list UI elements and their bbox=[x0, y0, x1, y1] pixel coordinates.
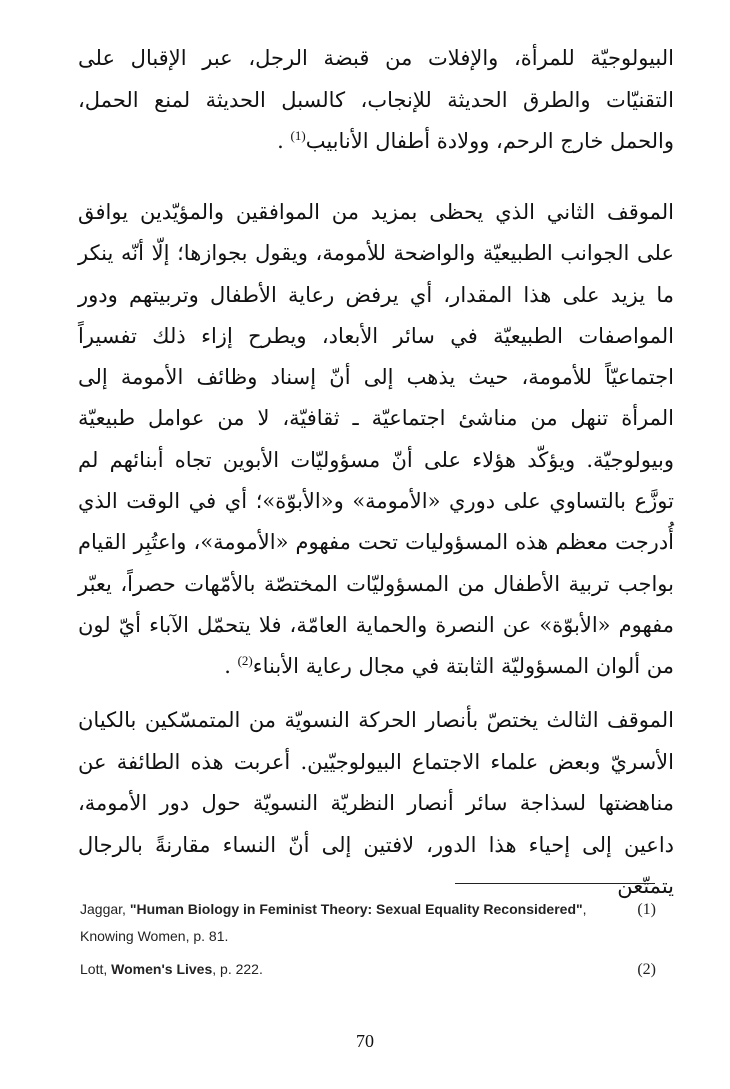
footnote-number: (1) bbox=[637, 901, 656, 918]
footnote-title: "Human Biology in Feminist Theory: Sexual Equality Reconsidered" bbox=[129, 901, 583, 917]
footnote-author: Lott, bbox=[80, 961, 112, 977]
footnote-ref-1: (1) bbox=[290, 128, 306, 144]
footnote-ref-2: (2) bbox=[237, 653, 253, 669]
footnote-title: Women's Lives bbox=[111, 961, 213, 977]
footnote-rest: , p. 222. bbox=[212, 961, 263, 977]
footnote-author: Jaggar, bbox=[80, 901, 130, 917]
footnote-number: (2) bbox=[637, 961, 656, 978]
sentence-end: . bbox=[277, 129, 284, 154]
footnote-1-continued bbox=[80, 928, 656, 944]
footnote-1 bbox=[80, 901, 656, 917]
sentence-end: . bbox=[224, 654, 231, 679]
page-number: 70 bbox=[356, 1031, 374, 1051]
paragraph-third-position bbox=[78, 700, 674, 908]
paragraph-text: البيولوجيّة للمرأة، والإفلات من قبضة الرجل، عبر الإقبال على التقنيّات والطرق الحديثة للإنجاب، كالسبل الحديثة لمنع الحمل، والحمل خارج الرحم، وولادة أطفال الأنابيب bbox=[78, 46, 674, 154]
footnote-rest: , bbox=[582, 901, 587, 917]
footnote-source: Knowing Women, p. 81. bbox=[80, 928, 229, 944]
footnote-2 bbox=[80, 961, 656, 977]
paragraph-text: الموقف الثالث يختصّ بأنصار الحركة النسويّة من المتمسّكين بالكيان الأسريّ وبعض علماء الاجتماع البيولوجيّين. أعربت هذه الطائفة عن مناهضتها لسذاجة سائر أنصار النظريّة النسويّة حول دور الأمومة، داعين إلى إحياء هذا الدور، لافتين إلى أنّ النساء مقارنةً بالرجال يتمتّعن bbox=[78, 708, 674, 899]
footnote-divider bbox=[455, 883, 655, 884]
paragraph-text: الموقف الثاني الذي يحظى بمزيد من الموافقين والمؤيّدين يوافق على الجوانب الطبيعيّة والواضحة للأمومة، ويقول بجوازها؛ إلّا أنّه ينكر ما يزيد على هذا المقدار، أي يرفض رعاية الأطفال وتربيتهم ودور المواصفات الطبيعيّة في سائر الأبعاد، ويطرح إزاء ذلك تفسيراً اجتماعيّاً للأمومة، حيث يذهب إلى أنّ إسناد وظائف الأمومة إلى المرأة تنهل من مناشئ اجتماعيّة ـ ثقافيّة، لا من عوامل طبيعيّة وبيولوجيّة. ويؤكّد هؤلاء على أنّ مسؤوليّات الأبوين تجاه أبنائهم لم توزَّع بالتساوي على دوري «الأمومة» و«الأبوّة»؛ أي في الوقت الذي أُدرجت معظم هذه المسؤوليات تحت مفهوم «الأمومة»، واعتُبِر القيام بواجب تربية الأطفال من المسؤوليّات المختصّة بالأمّهات حصراً، يعبّر مفهوم «الأبوّة» عن النصرة والحماية العامّة، فلا يتحمّل الآباء أيّ لون من ألوان المسؤوليّة الثابتة في مجال رعاية الأبناء bbox=[78, 200, 674, 679]
paragraph-second-position bbox=[78, 192, 674, 688]
paragraph-continued bbox=[78, 38, 674, 163]
